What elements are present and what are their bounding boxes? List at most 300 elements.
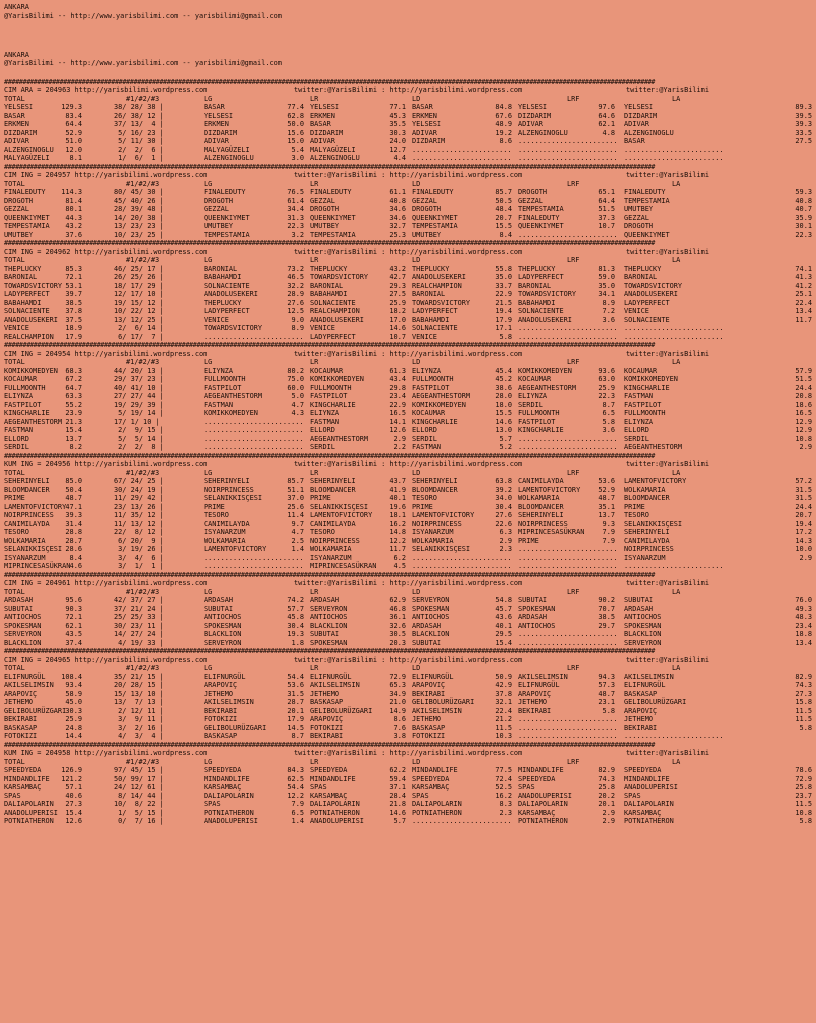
la-value: 17.2 — [795, 528, 812, 537]
lr-value: 14.9 — [389, 706, 406, 715]
header-city: ANKARA — [4, 3, 29, 11]
lg-value: 74.2 — [287, 596, 304, 605]
position-counts: 8/ 14/ 44 | — [114, 791, 164, 800]
horse-name: FASTMAN — [4, 426, 34, 435]
lg-value: 85.7 — [287, 477, 304, 486]
position-counts: 22/ 8/ 12 | — [114, 528, 164, 537]
lg-name: WOLKAMARIA — [204, 536, 246, 545]
ld-value: 11.5 — [495, 723, 512, 732]
horse-name: JETHEMO — [4, 698, 34, 707]
la-value: 27.5 — [795, 137, 812, 146]
la-value: 30.1 — [795, 222, 812, 231]
la-name: ANTIOCHOS — [624, 613, 662, 622]
ld-name: BEKIRABI — [412, 689, 446, 698]
ld-name: DIZDARIM — [412, 137, 446, 146]
separator-line: ################################################################################################################################################################################ — [4, 647, 655, 656]
lr-value: 61.3 — [389, 366, 406, 375]
total-score: 64.7 — [65, 383, 82, 392]
lrf-name: ........................ — [518, 562, 618, 571]
ld-name: UMUTBEY — [412, 230, 442, 239]
col-ld-header: LD — [412, 587, 421, 596]
lrf-name: ANTIOCHOS — [518, 621, 556, 630]
lrf-value: 2.9 — [602, 817, 615, 826]
ld-name: FASTPILOT — [412, 383, 450, 392]
horse-name: ANADOLUPERISI — [4, 808, 58, 817]
position-counts: 2/ 2/ 6 | — [114, 145, 164, 154]
lr-value: 34.6 — [389, 213, 406, 222]
la-name: MINDANDLIFE — [624, 774, 670, 783]
lg-name: GEZZAL — [204, 205, 229, 214]
col-ld-header: LD — [412, 179, 421, 188]
lr-value: 62.9 — [389, 596, 406, 605]
race-twitter: twitter:@YarisBilimi : http://yarisbilimi.wordpress.com — [294, 579, 523, 588]
lrf-name: KARSAMBAÇ — [518, 808, 556, 817]
lg-name: ELIFNURGÜL — [204, 672, 246, 681]
la-name: KOMIKKOMEDYEN — [624, 375, 678, 384]
lrf-value: 63.0 — [598, 375, 615, 384]
lg-value: 34.4 — [287, 205, 304, 214]
ld-name: POTNIATHERON — [412, 808, 462, 817]
lg-name: YELSESI — [204, 111, 234, 120]
lg-value: 75.0 — [287, 375, 304, 384]
lr-name: THEPLUCKY — [310, 264, 348, 273]
lr-name: CANIMILAYDA — [310, 519, 356, 528]
lg-name: CANIMILAYDA — [204, 519, 250, 528]
ld-name: TOWARDSVICTORY — [412, 298, 471, 307]
ld-name: GEZZAL — [412, 196, 437, 205]
la-value: 11.5 — [795, 800, 812, 809]
position-counts: 14/ 27/ 24 | — [114, 630, 164, 639]
lrf-name: SOLNACIENTE — [518, 307, 564, 316]
lg-name: TESORO — [204, 511, 229, 520]
lrf-value: 90.2 — [598, 596, 615, 605]
ld-value: 18.0 — [495, 400, 512, 409]
ld-value: 30.4 — [495, 502, 512, 511]
ld-value: 2.3 — [499, 808, 512, 817]
lr-value: 40.1 — [389, 494, 406, 503]
ld-value: 22.9 — [495, 290, 512, 299]
lr-name: GEZZAL — [310, 196, 335, 205]
position-counts: 0/ 7/ 16 | — [114, 817, 164, 826]
lr-value: 34.6 — [389, 205, 406, 214]
lg-name: FASTMAN — [204, 400, 234, 409]
la-name: SERVEYRON — [624, 638, 662, 647]
lrf-name: DIZDARIM — [518, 111, 552, 120]
ld-value: 48.9 — [495, 120, 512, 129]
col-la-header: LA — [672, 179, 681, 188]
col-positions-header: #1/#2/#3 — [126, 664, 160, 673]
lr-value: 14.6 — [389, 808, 406, 817]
lr-name: QUEENKIYMET — [310, 213, 356, 222]
lr-name: ANADOLUPERISI — [310, 817, 364, 826]
ld-value: 77.5 — [495, 766, 512, 775]
lg-value: 4.7 — [291, 528, 304, 537]
horse-name: SPOKESMAN — [4, 621, 42, 630]
col-ld-header: LD — [412, 358, 421, 367]
lg-value: 1.4 — [291, 545, 304, 554]
race-id: CIM ING = 204965 http://yarisbilimi.wordpress.com — [4, 655, 208, 664]
lrf-name: KOMIKKOMEDYEN — [518, 366, 572, 375]
lr-name: KARSAMBAÇ — [310, 791, 348, 800]
position-counts: 30/ 24/ 19 | — [114, 485, 164, 494]
ld-name: THEPLUCKY — [412, 264, 450, 273]
lg-name: KOMIKKOMEDYEN — [204, 409, 258, 418]
position-counts: 12/ 17/ 10 | — [114, 290, 164, 299]
total-score: 8.4 — [69, 553, 82, 562]
lg-name: BASAR — [204, 103, 225, 112]
horse-name: TEMPESTAMIA — [4, 222, 50, 231]
ld-name: BARONIAL — [412, 290, 446, 299]
ld-name: ERKMEN — [412, 111, 437, 120]
total-score: 23.9 — [65, 409, 82, 418]
col-lr-header: LR — [310, 468, 319, 477]
lr-name: MIPRINCESASÜKRAN — [310, 562, 377, 571]
lg-name: DIZDARIM — [204, 128, 238, 137]
la-name: POTNIATHERON — [624, 817, 674, 826]
lg-name: ARDASAH — [204, 596, 234, 605]
lg-name: FINALEDUTY — [204, 188, 246, 197]
la-value: 72.9 — [795, 774, 812, 783]
lr-name: SEHERINYELI — [310, 477, 356, 486]
lrf-name: ARAPOVIÇ — [518, 689, 552, 698]
lg-value: 57.7 — [287, 604, 304, 613]
col-total-header: TOTAL — [4, 664, 25, 673]
lr-value: 59.4 — [389, 774, 406, 783]
lr-value: 12.6 — [389, 426, 406, 435]
ld-name: SOLNACIENTE — [412, 324, 458, 333]
lr-name: ELLORD — [310, 426, 335, 435]
race-twitter: twitter:@YarisBilimi : http://yarisbilimi.wordpress.com — [294, 349, 523, 358]
lg-value: 22.3 — [287, 222, 304, 231]
ld-name: ISYANARZUM — [412, 528, 454, 537]
header-contact: @YarisBilimi -- http://www.yarisbilimi.com -- yarisbilimi@gmail.com — [4, 59, 282, 68]
ld-name: ARDASAH — [412, 621, 442, 630]
position-counts: 1/ 5/ 15 | — [114, 808, 164, 817]
horse-name: BLOOMDANCER — [4, 485, 50, 494]
lg-name: ADIVAR — [204, 137, 229, 146]
race-id: CIM ING = 204961 http://yarisbilimi.wordpress.com — [4, 579, 208, 588]
ld-name: FINALEDUTY — [412, 188, 454, 197]
position-counts: 13/ 12/ 25 | — [114, 315, 164, 324]
horse-name: SELANIKKISÇESI — [4, 545, 63, 554]
total-score: 53.1 — [65, 281, 82, 290]
lrf-value: 5.8 — [602, 706, 615, 715]
la-name: BASAR — [624, 137, 645, 146]
la-value: 11.7 — [795, 315, 812, 324]
ld-name: MINDANDLIFE — [412, 766, 458, 775]
race-twitter-handle: twitter:@YarisBilimi — [626, 460, 709, 469]
position-counts: 42/ 37/ 27 | — [114, 596, 164, 605]
lrf-name: ........................ — [518, 732, 618, 741]
la-value: 49.3 — [795, 604, 812, 613]
la-name: ELIFNURGÜL — [624, 681, 666, 690]
lrf-name: BEKIRABI — [518, 706, 552, 715]
la-value: 18.8 — [795, 630, 812, 639]
position-counts: 14/ 20/ 38 | — [114, 213, 164, 222]
la-value: 31.5 — [795, 494, 812, 503]
lg-name: ........................ — [204, 426, 304, 435]
total-score: 67.2 — [65, 375, 82, 384]
lr-name: MALYAGÜZELI — [310, 145, 356, 154]
col-positions-header: #1/#2/#3 — [126, 358, 160, 367]
lg-name: ANTIOCHOS — [204, 613, 242, 622]
lr-value: 5.7 — [393, 817, 406, 826]
la-value: 25.8 — [795, 783, 812, 792]
horse-name: PRIME — [4, 494, 25, 503]
ld-name: VENICE — [412, 332, 437, 341]
total-score: 4.6 — [69, 562, 82, 571]
col-total-header: TOTAL — [4, 587, 25, 596]
la-value: 18.6 — [795, 400, 812, 409]
lr-name: FASTPILOT — [310, 392, 348, 401]
position-counts: 3/ 9/ 11 | — [114, 715, 164, 724]
la-name: WOLKAMARIA — [624, 485, 666, 494]
lr-name: TOWARDSVICTORY — [310, 273, 369, 282]
lrf-name: SPEEDYEDA — [518, 774, 556, 783]
la-value: 33.5 — [795, 128, 812, 137]
lg-name: MINDANDLIFE — [204, 774, 250, 783]
la-name: SELANIKKISÇESI — [624, 519, 683, 528]
position-counts: 3/ 19/ 26 | — [114, 545, 164, 554]
total-score: 13.7 — [65, 434, 82, 443]
la-name: CANIMILAYDA — [624, 536, 670, 545]
lrf-value: 13.7 — [598, 511, 615, 520]
lr-name: BARONIAL — [310, 281, 344, 290]
position-counts: 20/ 28/ 15 | — [114, 681, 164, 690]
ld-name: ........................ — [412, 553, 512, 562]
horse-name: ALZENGINOGLU — [4, 145, 54, 154]
lr-name: NOIRPRINCESS — [310, 536, 360, 545]
horse-name: SPAS — [4, 791, 21, 800]
position-counts: 6/ 20/ 9 | — [114, 536, 164, 545]
lr-value: 12.7 — [389, 145, 406, 154]
lg-value: 5.4 — [291, 145, 304, 154]
lg-name: SEHERINYELI — [204, 477, 250, 486]
lr-value: 45.3 — [389, 111, 406, 120]
ld-value: 15.5 — [495, 222, 512, 231]
lr-name: REALCHAMPION — [310, 307, 360, 316]
ld-name: WOLKAMARIA — [412, 536, 454, 545]
lr-value: 43.7 — [389, 477, 406, 486]
horse-name: KOMIKKOMEDYEN — [4, 366, 58, 375]
lrf-name: ........................ — [518, 715, 618, 724]
position-counts: 5/ 11/ 30 | — [114, 137, 164, 146]
la-name: ALZENGINOGLU — [624, 128, 674, 137]
lr-name: ERKMEN — [310, 111, 335, 120]
lg-name: UMUTBEY — [204, 222, 234, 231]
la-name: DIZDARIM — [624, 111, 658, 120]
la-name: AEGEANTHESTORM — [624, 443, 683, 452]
lrf-name: ANADOLUSEKERI — [518, 315, 572, 324]
la-name: GELIBOLURÜZGARI — [624, 698, 687, 707]
race-twitter-handle: twitter:@YarisBilimi — [626, 86, 709, 95]
la-value: 78.6 — [795, 766, 812, 775]
position-counts: 35/ 21/ 15 | — [114, 672, 164, 681]
lr-name: KINGCHARLIE — [310, 400, 356, 409]
position-counts: 2/ 9/ 15 | — [114, 426, 164, 435]
horse-name: SEHERINYELI — [4, 477, 50, 486]
la-value: 12.9 — [795, 417, 812, 426]
la-value: 22.4 — [795, 298, 812, 307]
col-lg-header: LG — [204, 587, 213, 596]
la-name: TESORO — [624, 511, 649, 520]
la-name: FASTPILOT — [624, 400, 662, 409]
ld-name: BLACKLION — [412, 630, 450, 639]
lg-value: 1.8 — [291, 638, 304, 647]
horse-name: ARDASAH — [4, 596, 34, 605]
lg-value: 54.4 — [287, 672, 304, 681]
ld-value: 17.1 — [495, 324, 512, 333]
position-counts: 46/ 25/ 17 | — [114, 264, 164, 273]
total-score: 14.4 — [65, 732, 82, 741]
ld-value: 63.8 — [495, 477, 512, 486]
col-la-header: LA — [672, 757, 681, 766]
lg-name: SUBUTAI — [204, 604, 234, 613]
lr-name: TESORO — [310, 528, 335, 537]
lrf-name: THEPLUCKY — [518, 264, 556, 273]
total-score: 80.1 — [65, 205, 82, 214]
lrf-value: 34.1 — [598, 290, 615, 299]
race-id: KUM ING = 204958 http://yarisbilimi.wordpress.com — [4, 749, 208, 758]
lg-value: 76.5 — [287, 188, 304, 197]
separator-line: ################################################################################################################################################################################ — [4, 740, 655, 749]
la-value: 35.9 — [795, 213, 812, 222]
lrf-name: BLOOMDANCER — [518, 502, 564, 511]
lr-value: 18.1 — [389, 511, 406, 520]
ld-name: LAMENTOFVICTORY — [412, 511, 475, 520]
lr-name: WOLKAMARIA — [310, 545, 352, 554]
la-value: 13.4 — [795, 638, 812, 647]
lrf-value: 7.9 — [602, 528, 615, 537]
lr-value: 72.9 — [389, 672, 406, 681]
lr-value: 32.7 — [389, 222, 406, 231]
ld-value: 5.8 — [499, 332, 512, 341]
ld-name: ........................ — [412, 817, 512, 826]
total-score: 15.4 — [65, 426, 82, 435]
lrf-value: 70.7 — [598, 604, 615, 613]
horse-name: LADYPERFECT — [4, 290, 50, 299]
ld-name: BASKASAP — [412, 723, 446, 732]
position-counts: 97/ 45/ 15 | — [114, 766, 164, 775]
ld-value: 5.2 — [499, 443, 512, 452]
lrf-name: YELSESI — [518, 103, 548, 112]
lg-name: SPEEDYEDA — [204, 766, 242, 775]
lrf-value: 3.6 — [602, 426, 615, 435]
horse-name: ANTIOCHOS — [4, 613, 42, 622]
ld-value: 19.4 — [495, 307, 512, 316]
horse-name: ELIFNURGÜL — [4, 672, 46, 681]
total-score: 95.6 — [65, 596, 82, 605]
lr-value: 2.2 — [393, 443, 406, 452]
la-name: ANADOLUSEKERI — [624, 290, 678, 299]
horse-name: SUBUTAI — [4, 604, 34, 613]
total-score: 39.3 — [65, 511, 82, 520]
lr-value: 37.1 — [389, 783, 406, 792]
lrf-value: 7.9 — [602, 536, 615, 545]
la-name: NOIRPRINCESS — [624, 545, 674, 554]
lr-name: BASAR — [310, 120, 331, 129]
lrf-value: 81.3 — [598, 264, 615, 273]
la-name: SPEEDYEDA — [624, 766, 662, 775]
horse-name: ISYANARZUM — [4, 553, 46, 562]
lg-name: GELIBOLURÜZGARI — [204, 723, 267, 732]
ld-value: 15.5 — [495, 409, 512, 418]
col-lr-header: LR — [310, 256, 319, 265]
total-score: 85.0 — [65, 477, 82, 486]
ld-value: 84.8 — [495, 103, 512, 112]
lrf-name: BARONIAL — [518, 281, 552, 290]
lr-value: 19.6 — [389, 502, 406, 511]
ld-name: LADYPERFECT — [412, 307, 458, 316]
ld-value: 35.0 — [495, 273, 512, 282]
lrf-name: POTNIATHERON — [518, 817, 568, 826]
la-value: 57.9 — [795, 366, 812, 375]
ld-value: 6.3 — [499, 528, 512, 537]
col-total-header: TOTAL — [4, 358, 25, 367]
lrf-name: ........................ — [518, 723, 618, 732]
lg-name: SPOKESMAN — [204, 621, 242, 630]
la-value: 5.8 — [799, 723, 812, 732]
lg-value: 19.3 — [287, 630, 304, 639]
col-positions-header: #1/#2/#3 — [126, 94, 160, 103]
lrf-value: 5.8 — [602, 417, 615, 426]
lr-value: 14.6 — [389, 324, 406, 333]
la-value: 31.5 — [795, 485, 812, 494]
la-name: ARDASAH — [624, 604, 654, 613]
col-ld-header: LD — [412, 256, 421, 265]
total-score: 45.0 — [65, 698, 82, 707]
lg-name: AKILSELIMSIN — [204, 698, 254, 707]
ld-name: PRIME — [412, 502, 433, 511]
la-value: 14.3 — [795, 536, 812, 545]
lrf-value: 35.1 — [598, 502, 615, 511]
lr-name: ANTIOCHOS — [310, 613, 348, 622]
position-counts: 40/ 41/ 10 | — [114, 383, 164, 392]
col-lrf-header: LRF — [567, 358, 580, 367]
lrf-value: 52.9 — [598, 485, 615, 494]
lg-name: ARAPOVIÇ — [204, 681, 238, 690]
lg-name: BEKIRABI — [204, 706, 238, 715]
lr-name: ARAPOVIÇ — [310, 715, 344, 724]
la-name: SOLNACIENTE — [624, 315, 670, 324]
col-positions-header: #1/#2/#3 — [126, 587, 160, 596]
ld-value: 45.2 — [495, 375, 512, 384]
lg-value: 30.4 — [287, 621, 304, 630]
lg-value: 50.0 — [287, 120, 304, 129]
lg-name: ........................ — [204, 417, 304, 426]
ld-name: ANTIOCHOS — [412, 613, 450, 622]
position-counts: 15/ 13/ 10 | — [114, 689, 164, 698]
header-contact: @YarisBilimi -- http://www.yarisbilimi.com -- yarisbilimi@gmail.com — [4, 11, 282, 20]
lrf-value: 6.5 — [602, 409, 615, 418]
lrf-value: 74.3 — [598, 774, 615, 783]
position-counts: 19/ 29/ 39 | — [114, 400, 164, 409]
lr-name: AEGEANTHESTORM — [310, 434, 369, 443]
lr-name: PRIME — [310, 494, 331, 503]
position-counts: 19/ 15/ 12 | — [114, 298, 164, 307]
horse-name: SERVEYRON — [4, 630, 42, 639]
horse-name: QUEENKIYMET — [4, 213, 50, 222]
lrf-value: 7.2 — [602, 307, 615, 316]
lg-name: SOLNACIENTE — [204, 281, 250, 290]
position-counts: 11/ 29/ 42 | — [114, 494, 164, 503]
ld-value: 67.6 — [495, 111, 512, 120]
total-score: 21.3 — [65, 417, 82, 426]
lrf-value: 38.5 — [598, 613, 615, 622]
la-value: 59.3 — [795, 188, 812, 197]
col-positions-header: #1/#2/#3 — [126, 179, 160, 188]
la-value: 40.8 — [795, 196, 812, 205]
